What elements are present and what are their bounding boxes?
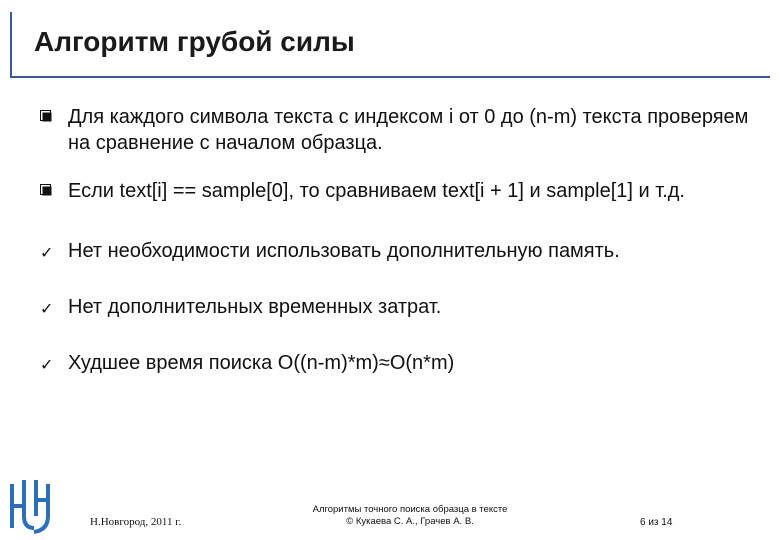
footer-course-info <box>280 504 540 528</box>
bullet-text-1: Для каждого символа текста с индексом i от 0 до (n-m) текста проверяем на сравнение с началом образца. <box>68 106 749 154</box>
bullet-item-2 <box>40 178 760 204</box>
footer-course-title: Алгоритмы точного поиска образца в тексте <box>312 504 508 515</box>
title-horizontal-rule <box>10 76 770 78</box>
slide-title: Алгоритм грубой силы <box>34 26 355 57</box>
footer-authors: © Кукаева С. А., Грачев А. В. <box>346 516 474 527</box>
check-bullet-icon: ✓ <box>40 299 54 318</box>
bullet-text-4: Нет дополнительных временных затрат. <box>68 296 442 318</box>
slide-number: 6 из 14 <box>640 517 673 528</box>
bullet-text-5: Худшее время поиска O((n-m)*m)≈O(n*m) <box>68 352 455 374</box>
bullet-list <box>40 104 760 404</box>
footer-location-date: Н.Новгород, 2011 г. <box>90 516 182 528</box>
bullet-item-4 <box>40 294 760 320</box>
bullet-text-2: Если text[i] == sample[0], то сравниваем text[i + 1] и sample[1] и т.д. <box>68 180 685 202</box>
university-logo <box>4 476 60 536</box>
bullet-item-3 <box>40 238 760 264</box>
title-bar <box>10 6 770 76</box>
check-bullet-icon: ✓ <box>40 355 54 374</box>
square-bullet-icon <box>40 184 52 196</box>
square-bullet-icon <box>40 110 52 122</box>
bullet-item-5 <box>40 350 760 376</box>
bullet-text-3: Нет необходимости использовать дополнительную память. <box>68 240 620 262</box>
title-vertical-rule <box>10 12 12 78</box>
bullet-item-1 <box>40 104 760 156</box>
check-bullet-icon: ✓ <box>40 243 54 262</box>
